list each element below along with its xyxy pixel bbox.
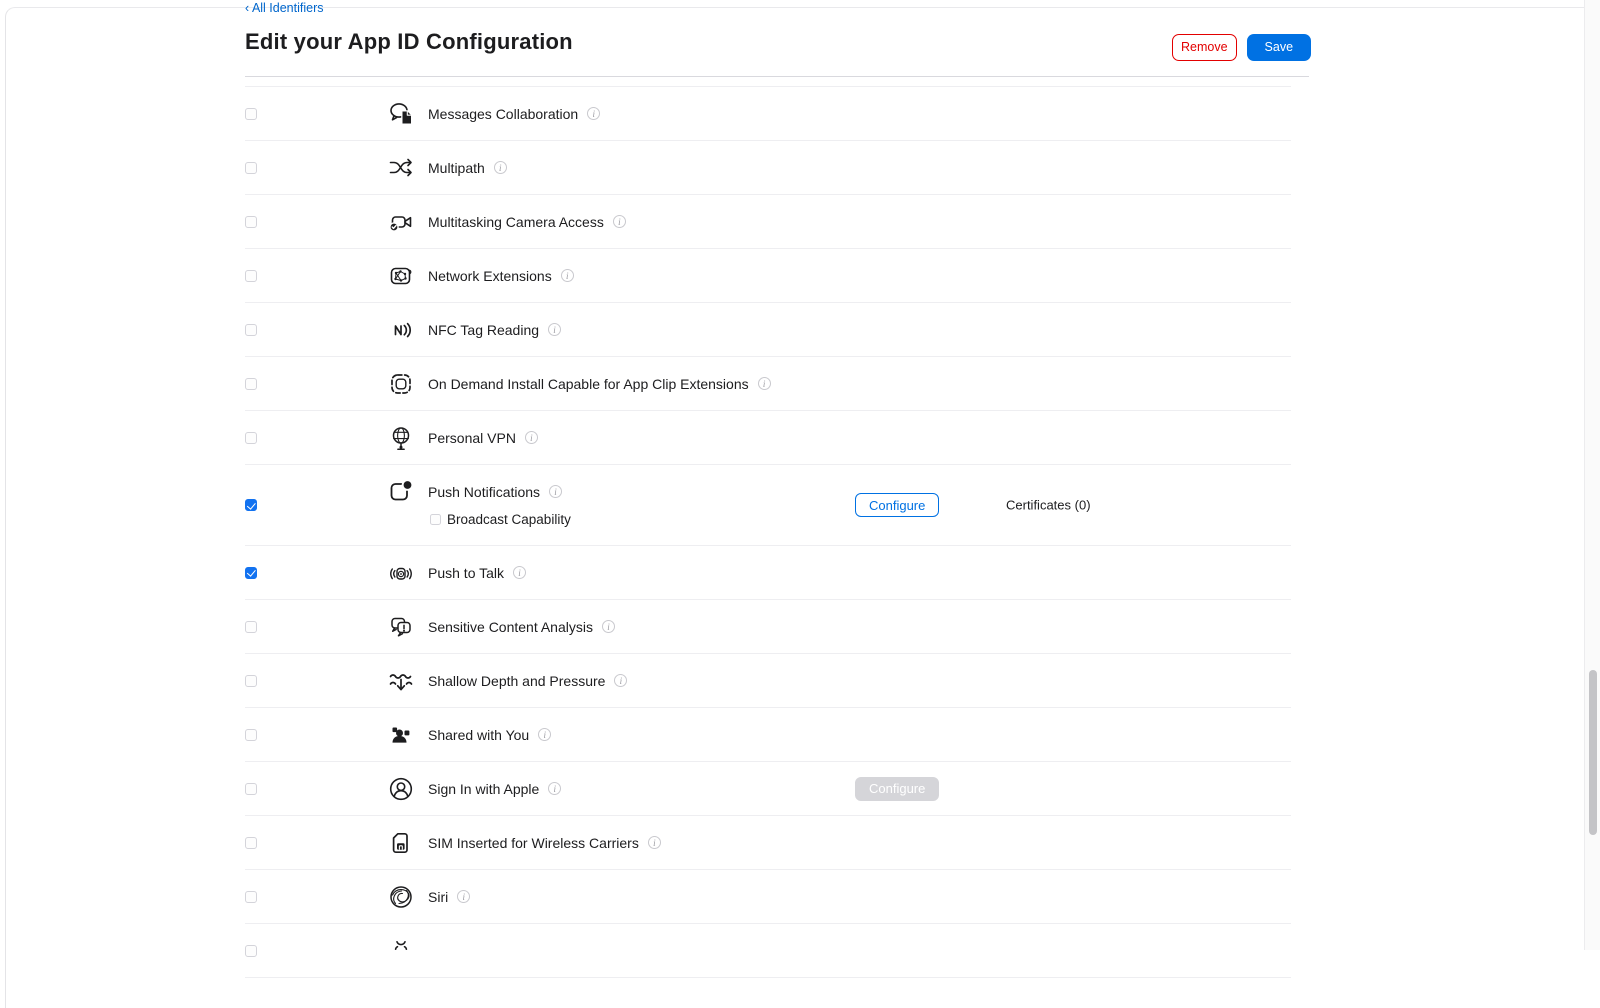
remove-button[interactable]: Remove [1172,34,1237,61]
capability-checkbox[interactable] [245,108,257,120]
capability-main-line [385,708,551,761]
capability-main-line [385,357,771,410]
capability-label: Multipath [428,159,485,176]
partial-capability-icon [385,937,417,965]
capability-row [245,924,1291,978]
capability-checkbox[interactable] [245,783,257,795]
siri-icon [385,883,417,911]
capability-main-line [385,600,615,653]
capability-label: SIM Inserted for Wireless Carriers [428,834,639,851]
capability-main-line [385,195,626,248]
breadcrumb-all-identifiers[interactable]: ‹ All Identifiers [245,1,324,15]
capability-sub-line [430,512,571,526]
capability-checkbox[interactable] [245,891,257,903]
capability-main-line [385,546,526,599]
capability-main-line [385,87,600,140]
info-icon[interactable]: i [561,269,574,282]
capability-row [245,465,1291,546]
info-icon[interactable]: i [549,485,562,498]
header-actions [1172,34,1311,61]
capability-row [245,195,1291,249]
capability-main-line [385,870,470,923]
info-icon[interactable]: i [525,431,538,444]
capability-label: Sign In with Apple [428,780,540,797]
info-icon[interactable]: i [494,161,507,174]
capability-main-line [385,303,561,356]
capability-row [245,249,1291,303]
capability-checkbox[interactable] [245,324,257,336]
configure-button[interactable]: Configure [855,777,939,801]
info-icon[interactable]: i [548,323,561,336]
configure-button[interactable]: Configure [855,493,939,517]
capability-checkbox[interactable] [245,432,257,444]
capability-checkbox[interactable] [245,621,257,633]
capability-checkbox[interactable] [245,945,257,957]
capability-main-line [385,249,574,302]
info-icon[interactable]: i [602,620,615,633]
page-title: Edit your App ID Configuration [245,29,573,54]
capability-label: Network Extensions [428,267,552,284]
capability-row [245,357,1291,411]
info-icon[interactable]: i [538,728,551,741]
info-icon[interactable]: i [614,674,627,687]
messages-collaboration-icon [385,100,417,128]
capability-row [245,600,1291,654]
capability-row [245,654,1291,708]
capability-main-line [385,141,507,194]
app-clip-icon [385,370,417,398]
capability-checkbox[interactable] [245,270,257,282]
scrollbar-thumb[interactable] [1589,670,1597,835]
personal-vpn-icon [385,424,417,452]
push-notifications-icon [385,478,417,506]
capability-checkbox[interactable] [245,216,257,228]
capability-label: Siri [428,888,449,905]
sign-in-with-apple-icon [385,775,417,803]
capability-main-line [385,411,538,464]
certificates-count: Certificates (0) [1006,497,1091,513]
capability-main-line [385,816,661,869]
capability-label: Multitasking Camera Access [428,213,604,230]
capability-row [245,87,1291,141]
capability-checkbox[interactable] [245,567,257,579]
sim-inserted-icon [385,829,417,857]
capability-label: Shallow Depth and Pressure [428,672,606,689]
info-icon[interactable]: i [758,377,771,390]
capability-label: On Demand Install Capable for App Clip Extensions [428,375,749,392]
info-icon[interactable]: i [613,215,626,228]
capability-label: Shared with You [428,726,530,743]
sub-capability-label: Broadcast Capability [447,511,571,527]
capability-row [245,141,1291,195]
shallow-depth-pressure-icon [385,667,417,695]
capability-checkbox[interactable] [245,499,257,511]
capability-checkbox[interactable] [245,729,257,741]
push-to-talk-icon [385,559,417,587]
sensitive-content-analysis-icon [385,613,417,641]
multipath-icon [385,154,417,182]
info-icon[interactable]: i [648,836,661,849]
capability-label: NFC Tag Reading [428,321,540,338]
capability-label: Push to Talk [428,564,505,581]
nfc-tag-reading-icon [385,316,417,344]
capability-row [245,870,1291,924]
info-icon[interactable]: i [457,890,470,903]
info-icon[interactable]: i [513,566,526,579]
capability-label: Sensitive Content Analysis [428,618,593,635]
capability-main-line [385,762,561,815]
capability-checkbox[interactable] [245,378,257,390]
sub-capability-checkbox[interactable] [430,514,441,525]
capability-label: Push Notifications [428,483,541,500]
info-icon[interactable]: i [548,782,561,795]
capability-main-line [385,465,562,518]
capability-checkbox[interactable] [245,162,257,174]
capability-row [245,762,1291,816]
capability-row [245,816,1291,870]
capability-row [245,546,1291,600]
capabilities-list [245,86,1291,978]
network-extensions-icon [385,262,417,290]
capability-label: Personal VPN [428,429,516,446]
capability-row [245,708,1291,762]
scrollbar-track[interactable] [1584,0,1600,950]
capability-row [245,303,1291,357]
capability-main-line [385,654,627,707]
capability-checkbox[interactable] [245,675,257,687]
header-divider [245,76,1309,77]
capability-row [245,411,1291,465]
capability-label: Messages Collaboration [428,105,579,122]
info-icon[interactable]: i [587,107,600,120]
capability-checkbox[interactable] [245,837,257,849]
save-button[interactable]: Save [1247,34,1312,61]
capability-main-line [385,924,428,977]
multitasking-camera-access-icon [385,208,417,236]
shared-with-you-icon [385,721,417,749]
